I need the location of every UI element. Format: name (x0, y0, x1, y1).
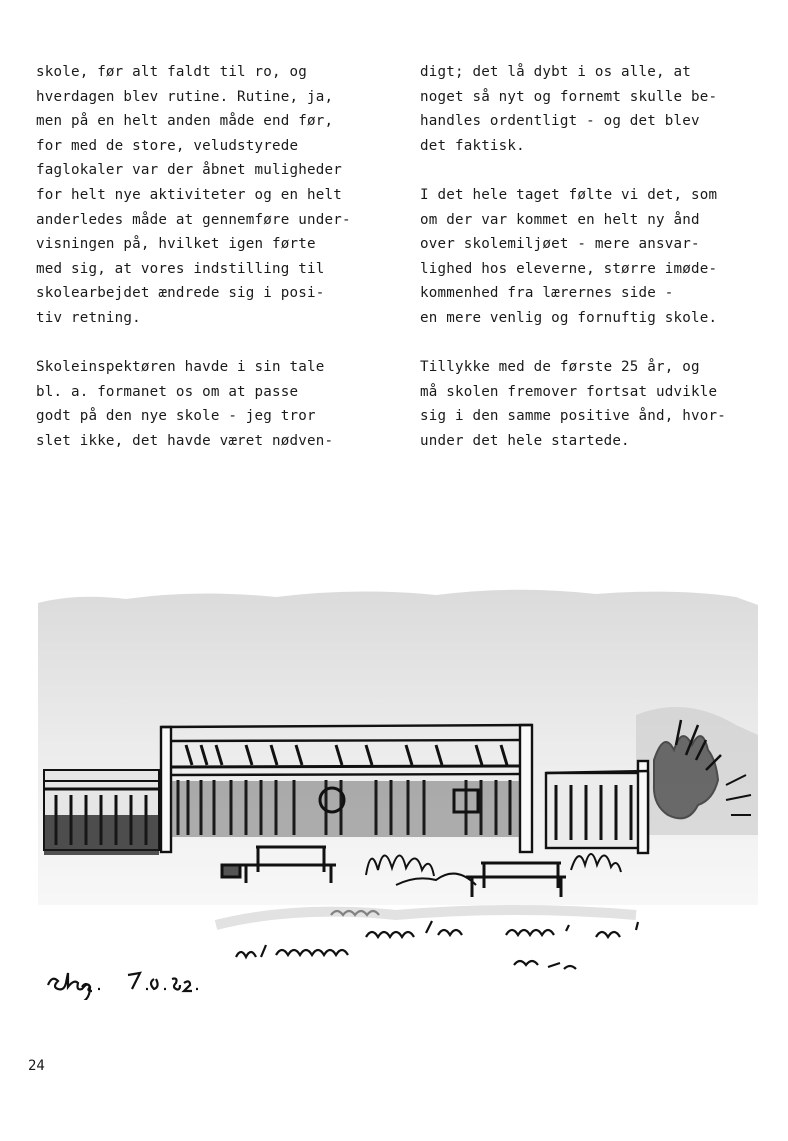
text-line: slet ikke, det havde været nødven- (36, 432, 334, 449)
paragraph (420, 355, 780, 453)
text-line: visningen på, hvilket igen førte (36, 236, 316, 253)
text-line: hverdagen blev rutine. Rutine, ja, (36, 88, 334, 105)
text-line: sig i den samme positive ånd, hvor- (420, 408, 726, 425)
paragraph (36, 355, 396, 453)
text-line: faglokaler var der åbnet muligheder (36, 162, 342, 179)
paragraph (420, 60, 780, 158)
text-line: lighed hos eleverne, større imøde- (420, 260, 718, 277)
text-line: digt; det lå dybt i os alle, at (420, 64, 691, 80)
text-line: noget så nyt og fornemt skulle be- (420, 88, 718, 105)
text-line: med sig, at vores indstilling til (36, 260, 325, 277)
left-text-column (36, 60, 396, 478)
text-line: under det hele startede. (420, 432, 630, 449)
text-line: handles ordentligt - og det blev (420, 113, 700, 130)
text-line: skolearbejdet ændrede sig i posi- (36, 285, 325, 302)
text-line: må skolen fremover fortsat udvikle (420, 383, 718, 400)
text-line: I det hele taget følte vi det, som (420, 186, 718, 203)
text-line: over skolemiljøet - mere ansvar- (420, 236, 700, 253)
text-line: men på en helt anden måde end før, (36, 113, 334, 130)
school-building-sketch (36, 585, 762, 1000)
paragraph (36, 60, 396, 331)
text-line: Tillykke med de første 25 år, og (420, 359, 700, 376)
text-line: for helt nye aktiviteter og en helt (36, 186, 342, 203)
text-line: det faktisk. (420, 137, 525, 154)
right-text-column (420, 60, 780, 478)
text-line: anderledes måde at gennemføre under- (36, 211, 351, 228)
text-line: en mere venlig og fornuftig skole. (420, 309, 718, 326)
text-line: godt på den nye skole - jeg tror (36, 408, 316, 425)
school-building-sketch-icon (36, 585, 762, 1000)
artist-signature (48, 973, 198, 1000)
text-line: bl. a. formanet os om at passe (36, 383, 299, 400)
text-line: skole, før alt faldt til ro, og (36, 64, 307, 80)
text-line: tiv retning. (36, 309, 141, 326)
text-line: kommenhed fra lærernes side - (420, 285, 674, 302)
page-number: 24 (28, 1058, 45, 1074)
text-line: for med de store, veludstyrede (36, 137, 299, 154)
text-line: Skoleinspektøren havde i sin tale (36, 359, 325, 376)
paragraph (420, 183, 780, 331)
text-line: om der var kommet en helt ny ånd (420, 211, 700, 228)
